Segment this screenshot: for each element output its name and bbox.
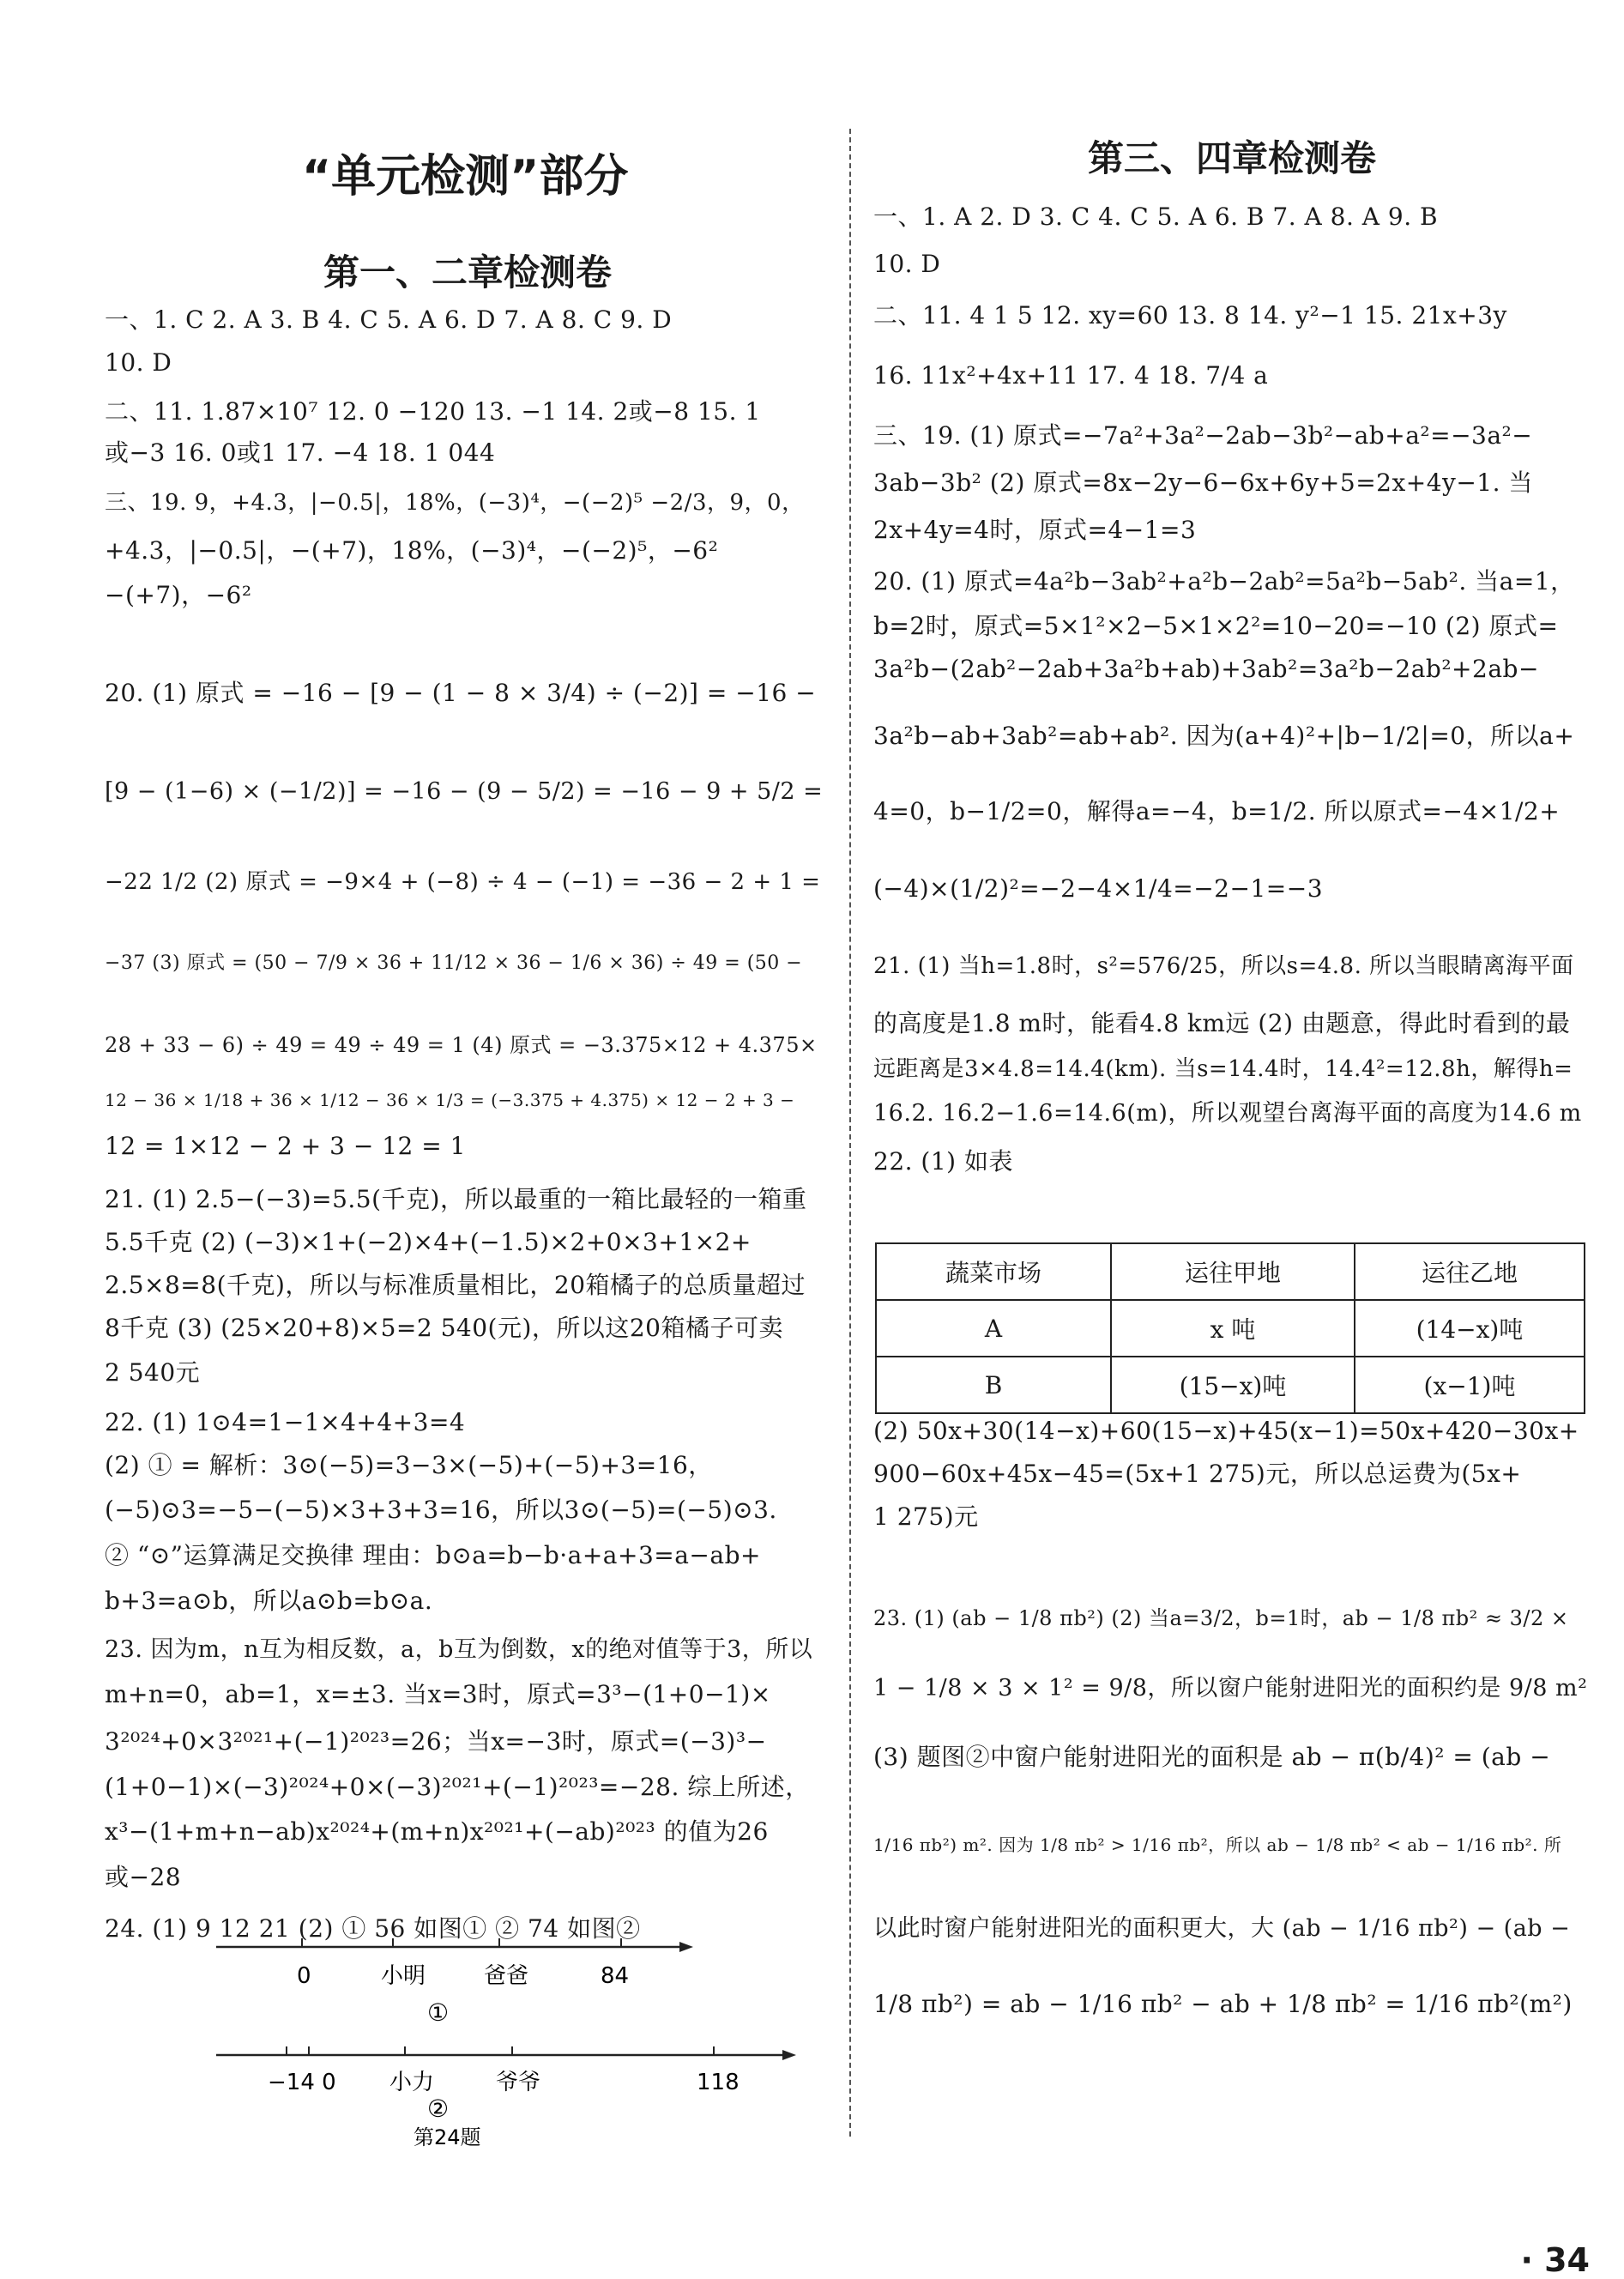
figure-caption: 第24题 [414,2125,481,2149]
figure-24 [216,1935,817,2149]
fig2-zero: −14 0 [268,2070,336,2095]
answer-line: 20. (1) 原式=4a²b−3ab²+a²b−2ab²=5a²b−5ab². 当a=1， [873,567,1575,595]
fig2-label-b: 爷爷 [496,2070,541,2095]
answer-line: 21. (1) 当h=1.8时，s²=576/25，所以s=4.8. 所以当眼睛离海平面 [873,953,1574,979]
answer-line: (−5)⊙3=−5−(−5)×3+3+3=16，所以3⊙(−5)=(−5)⊙3. [105,1496,777,1524]
fig1-label-b: 爸爸 [484,1963,529,1989]
answer-line: 以此时窗户能射进阳光的面积更大，大 (ab − 1/16 πb²) − (ab − [873,1915,1571,1942]
arrow-icon [782,2050,796,2060]
answer-line: 22. (1) 如表 [873,1147,1013,1176]
answer-line: 或−3 16. 0或1 17. −4 18. 1 044 [105,438,496,467]
answer-line: 1/16 πb²) m². 因为 1/8 πb² > 1/16 πb²，所以 ab − 1/8 πb² < ab − 1/16 πb². 所 [873,1835,1562,1855]
answer-line: (1+0−1)×(−3)²⁰²⁴+0×(−3)²⁰²¹+(−1)²⁰²³=−28. 综上所述， [105,1773,810,1801]
answer-line: 20. (1) 原式 = −16 − [9 − (1 − 8 × 3/4) ÷ (−2)] = −16 − [105,679,817,707]
answer-line: −(+7)，−6² [105,581,252,609]
section-title: “单元检测”部分 [302,151,629,203]
answer-line: 12 = 1×12 − 2 + 3 − 12 = 1 [105,1132,466,1160]
table-header: 运往乙地 [1355,1243,1585,1300]
table-cell: A [876,1300,1111,1357]
answer-line: 16.2. 16.2−1.6=14.6(m)，所以观望台离海平面的高度为14.6 m [873,1100,1582,1127]
answer-line: 24. (1) 9 12 21 (2) ① 56 如图① ② 74 如图② [105,1914,641,1943]
fig1-label-a: 小明 [381,1963,426,1989]
answer-line: (2) 50x+30(14−x)+60(15−x)+45(x−1)=50x+420−30x+ [873,1417,1579,1445]
answer-line: 23. 因为m，n互为相反数，a，b互为倒数，x的绝对值等于3，所以 [105,1636,813,1663]
fig2-marker: ② [427,2095,450,2123]
fig2-label-a: 小力 [389,2070,435,2095]
answer-line: 远距离是3×4.8=14.4(km). 当s=14.4时，14.4²=12.8h，解得h= [873,1056,1573,1082]
fig1-end: 84 [601,1963,630,1989]
table-cell: (x−1)吨 [1355,1357,1585,1413]
answer-line: 16. 11x²+4x+11 17. 4 18. 7/4 a [873,361,1269,390]
answer-line: 3ab−3b² (2) 原式=8x−2y−6−6x+6y+5=2x+4y−1. 当 [873,468,1533,497]
answer-line: 900−60x+45x−45=(5x+1 275)元，所以总运费为(5x+ [873,1460,1522,1488]
table-cell: x 吨 [1111,1300,1355,1357]
test-title-3-4: 第三、四章检测卷 [1088,137,1377,179]
answer-line: [9 − (1−6) × (−1/2)] = −16 − (9 − 5/2) = −16 − 9 + 5/2 = [105,778,824,805]
answer-line: b+3=a⊙b，所以a⊙b=b⊙a. [105,1587,433,1615]
answer-line: 1 275)元 [873,1502,979,1531]
arrow-icon [679,1942,693,1952]
answer-line: 10. D [873,250,941,278]
answer-line: 2x+4y=4时，原式=4−1=3 [873,516,1197,544]
answer-line: 3a²b−(2ab²−2ab+3a²b+ab)+3ab²=3a²b−2ab²+2ab− [873,655,1539,683]
answer-line: 23. (1) (ab − 1/8 πb²) (2) 当a=3/2，b=1时，ab − 1/8 πb² ≈ 3/2 × [873,1606,1569,1630]
answer-line: 1/8 πb²) = ab − 1/16 πb² − ab + 1/8 πb² = 1/16 πb²(m²) [873,1990,1573,2018]
answer-line: 三、19. 9，+4.3，|−0.5|，18%，(−3)⁴，−(−2)⁵ −2/3，9，0， [105,490,805,516]
answer-line: 3a²b−ab+3ab²=ab+ab². 因为(a+4)²+|b−1/2|=0，所以a+ [873,722,1575,750]
answer-line: 的高度是1.8 m时，能看4.8 km远 (2) 由题意，得此时看到的最 [873,1009,1571,1037]
answer-line: 22. (1) 1⊙4=1−1×4+4+3=4 [105,1408,466,1436]
answer-line: 1 − 1/8 × 3 × 1² = 9/8，所以窗户能射进阳光的面积约是 9/8 m² [873,1675,1588,1702]
answer-line: 2 540元 [105,1358,201,1387]
answer-line: 或−28 [105,1863,182,1891]
transport-table [875,1242,1585,1414]
answer-line: 21. (1) 2.5−(−3)=5.5(千克)，所以最重的一箱比最轻的一箱重 [105,1185,807,1213]
table-cell: (15−x)吨 [1111,1357,1355,1413]
answer-line: 三、19. (1) 原式=−7a²+3a²−2ab−3b²−ab+a²=−3a²− [873,421,1533,450]
answer-line: 二、11. 4 1 5 12. xy=60 13. 8 14. y²−1 15. 21x+3y [873,301,1507,329]
page-number: · 34 [1520,2241,1590,2279]
fig1-zero: 0 [297,1963,311,1989]
answer-line: 一、1. C 2. A 3. B 4. C 5. A 6. D 7. A 8. C 9. D [105,305,673,334]
table-cell: (14−x)吨 [1355,1300,1585,1357]
column-divider [849,129,851,2137]
answer-line: 二、11. 1.87×10⁷ 12. 0 −120 13. −1 14. 2或−8 15. 1 [105,397,761,426]
fig1-marker: ① [427,1998,450,2027]
answer-line: (2) ① = 解析：3⊙(−5)=3−3×(−5)+(−5)+3=16， [105,1451,713,1479]
table-row [876,1300,1585,1357]
answer-line: 一、1. A 2. D 3. C 4. C 5. A 6. B 7. A 8. A 9. B [873,203,1439,231]
test-title-1-2: 第一、二章检测卷 [323,251,613,293]
answer-line: 3²⁰²⁴+0×3²⁰²¹+(−1)²⁰²³=26；当x=−3时，原式=(−3)³− [105,1727,767,1756]
table-cell: B [876,1357,1111,1413]
table-row [876,1357,1585,1413]
table-header: 蔬菜市场 [876,1243,1111,1300]
answer-line: +4.3，|−0.5|，−(+7)，18%，(−3)⁴，−(−2)⁵，−6² [105,536,719,565]
answer-line: x³−(1+m+n−ab)x²⁰²⁴+(m+n)x²⁰²¹+(−ab)²⁰²³ 的值为26 [105,1817,769,1846]
answer-line: (3) 题图②中窗户能射进阳光的面积是 ab − π(b/4)² = (ab − [873,1743,1551,1771]
answer-line: 10. D [105,348,172,377]
table-header: 运往甲地 [1111,1243,1355,1300]
fig2-end: 118 [697,2070,740,2095]
answer-line: m+n=0，ab=1，x=±3. 当x=3时，原式=3³−(1+0−1)× [105,1680,771,1708]
answer-line: −22 1/2 (2) 原式 = −9×4 + (−8) ÷ 4 − (−1) = −36 − 2 + 1 = [105,869,821,895]
answer-line: (−4)×(1/2)²=−2−4×1/4=−2−1=−3 [873,874,1324,903]
answer-line: 28 + 33 − 6) ÷ 49 = 49 ÷ 49 = 1 (4) 原式 = −3.375×12 + 4.375× [105,1033,818,1057]
answer-line: ② “⊙”运算满足交换律 理由：b⊙a=b−b·a+a+3=a−ab+ [105,1541,761,1569]
answer-line: 2.5×8=8(千克)，所以与标准质量相比，20箱橘子的总质量超过 [105,1271,806,1299]
answer-line: 4=0，b−1/2=0，解得a=−4，b=1/2. 所以原式=−4×1/2+ [873,797,1561,825]
answer-line: 5.5千克 (2) (−3)×1+(−2)×4+(−1.5)×2+0×3+1×2+ [105,1228,752,1256]
answer-line: b=2时，原式=5×1²×2−5×1×2²=10−20=−10 (2) 原式= [873,612,1559,640]
answer-line: −37 (3) 原式 = (50 − 7/9 × 36 + 11/12 × 36 − 1/6 × 36) ÷ 49 = (50 − [105,952,803,974]
answer-line: 12 − 36 × 1/18 + 36 × 1/12 − 36 × 1/3 = (−3.375 + 4.375) × 12 − 2 + 3 − [105,1090,795,1110]
answer-line: 8千克 (3) (25×20+8)×5=2 540(元)，所以这20箱橘子可卖 [105,1314,783,1342]
